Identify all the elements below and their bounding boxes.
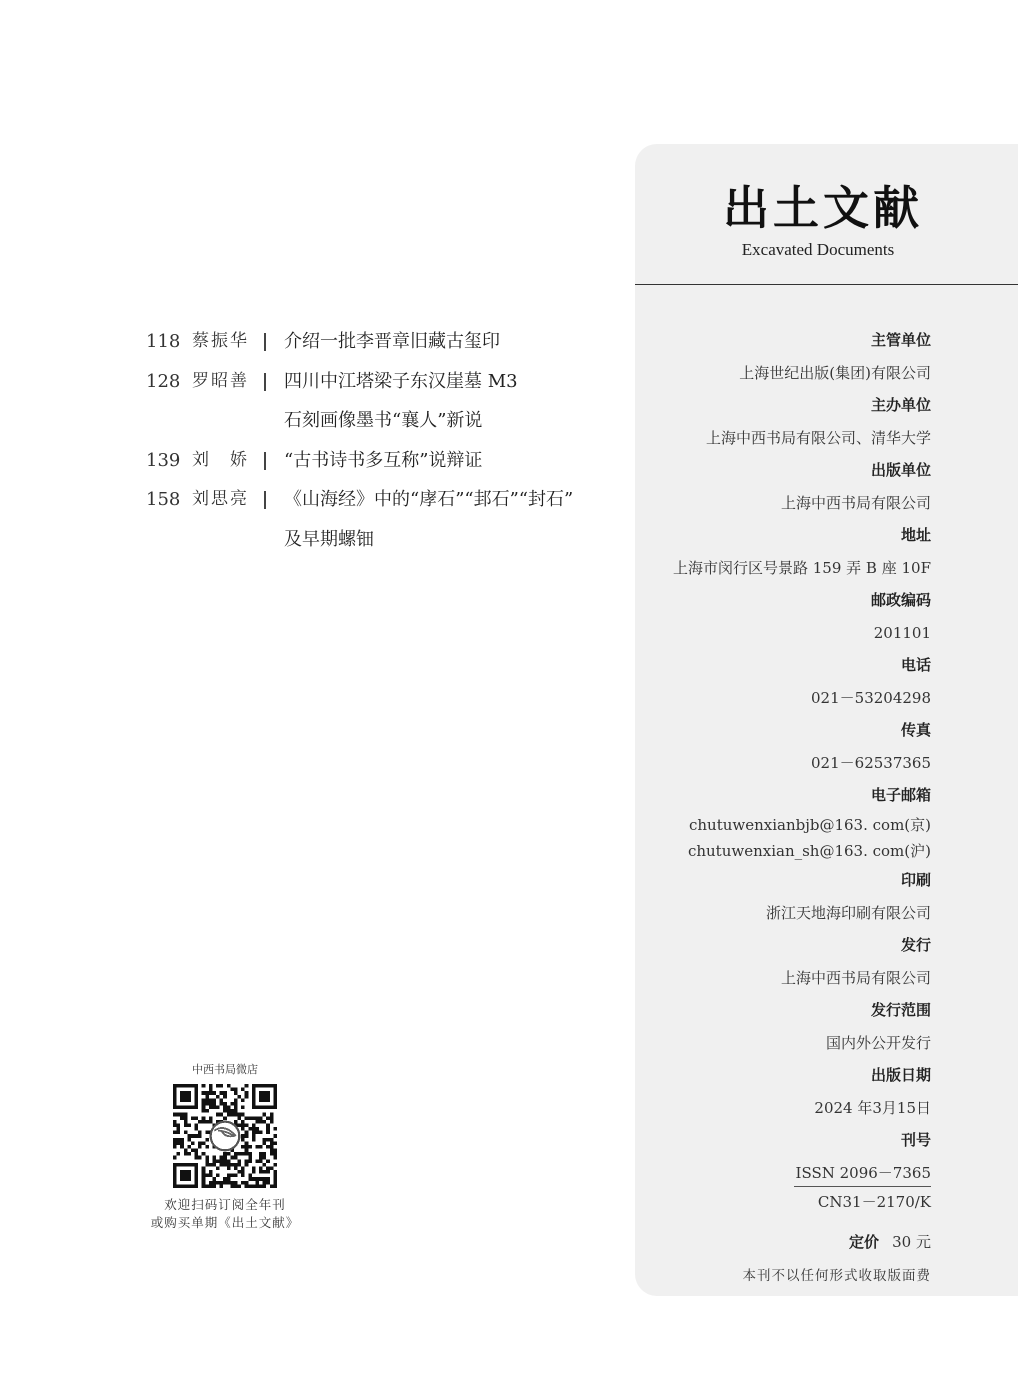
toc-page-number: 118 [146,331,181,352]
toc-title-line: 及早期螺钿 [284,528,374,550]
serial-label: 刊号 [900,1131,931,1149]
printer-value: 浙江天地海印刷有限公司 [765,904,931,922]
toc-entry[interactable] [146,362,616,441]
journal-info-panel [635,144,1018,1296]
toc-title-line: “古书诗书多互称”说辩证 [284,449,483,471]
cn-value: CN31－2170/K [817,1193,931,1211]
distributor-value: 上海中西书局有限公司 [780,969,931,987]
no-page-fee-note: 本刊不以任何形式收取版面费 [742,1268,931,1284]
price-row [631,1227,931,1257]
toc-page-number: 128 [146,370,181,392]
printer-label: 印刷 [900,871,931,889]
date-value: 2024 年3月15日 [814,1099,931,1117]
supervisor-value: 上海世纪出版(集团)有限公司 [739,364,931,382]
toc-title-line: 石刻画像墨书“襄人”新说 [284,410,483,431]
toc-author: 罗昭善 [192,370,249,391]
toc-author: 刘 娇 [192,449,249,470]
toc-page-number: 158 [146,489,181,510]
issn-value: ISSN 2096－7365 [794,1160,931,1187]
toc-entry[interactable] [146,441,616,481]
serial-values [631,1157,931,1215]
email-values [631,812,931,864]
distributor-label: 发行 [900,936,931,954]
journal-english-title: Excavated Documents [741,240,895,259]
toc-title-line: 《山海经》中的“庨石”“邽石”“封石” [284,489,574,510]
toc-title [284,362,616,441]
toc-entry[interactable] [146,480,616,559]
toc-title [284,480,616,559]
publisher-value: 上海中西书局有限公司 [780,494,931,512]
toc-title [284,441,616,481]
email-shanghai-link[interactable]: chutuwenxian_sh@163. com(沪) [687,842,931,860]
email-beijing-link[interactable]: chutuwenxianbjb@163. com(京) [688,816,931,834]
toc-author: 蔡振华 [192,331,249,351]
fax-value: 021－62537365 [811,754,931,772]
toc-separator [264,452,266,470]
toc-separator [264,373,266,391]
postcode-value: 201101 [873,624,931,642]
qr-caption-line: 或购买单期《出土文献》 [150,1215,300,1230]
scope-label: 发行范围 [870,1001,931,1019]
qr-subscribe-block [140,1062,310,1232]
toc-title-line: 介绍一批李晋章旧藏古玺印 [284,331,500,352]
toc-author: 刘思亮 [192,489,249,509]
imprint-details [631,324,931,1291]
sponsor-label: 主办单位 [870,396,931,414]
toc-entry[interactable] [146,322,616,362]
masthead-divider [635,284,1018,285]
publisher-label: 出版单位 [870,461,931,479]
address-value: 上海市闵行区号景路 159 弄 B 座 10F [673,559,931,577]
price-label: 定价 [849,1233,880,1251]
qr-caption-line: 欢迎扫码订阅全年刊 [164,1197,286,1212]
toc-title [284,322,616,362]
table-of-contents [146,322,616,559]
qr-code-icon[interactable] [173,1084,277,1188]
sponsor-value: 上海中西书局有限公司、清华大学 [705,429,931,447]
scope-value: 国内外公开发行 [825,1034,931,1052]
supervisor-label: 主管单位 [870,331,931,349]
postcode-label: 邮政编码 [870,591,931,609]
fax-label: 传真 [900,721,931,739]
phone-label: 电话 [900,656,931,674]
phone-value: 021－53204298 [811,689,931,707]
email-label: 电子邮箱 [870,786,931,804]
journal-masthead [635,144,1018,284]
toc-page-number: 139 [146,449,181,471]
journal-logo: 出土文献 [723,181,923,235]
toc-separator [264,491,266,509]
toc-title-line: 四川中江塔梁子东汉崖墓 M3 [284,370,518,392]
address-label: 地址 [900,526,931,544]
date-label: 出版日期 [870,1066,931,1084]
price-value: 30 元 [892,1233,931,1251]
toc-separator [264,333,266,351]
qr-shop-label: 中西书局微店 [192,1063,258,1076]
